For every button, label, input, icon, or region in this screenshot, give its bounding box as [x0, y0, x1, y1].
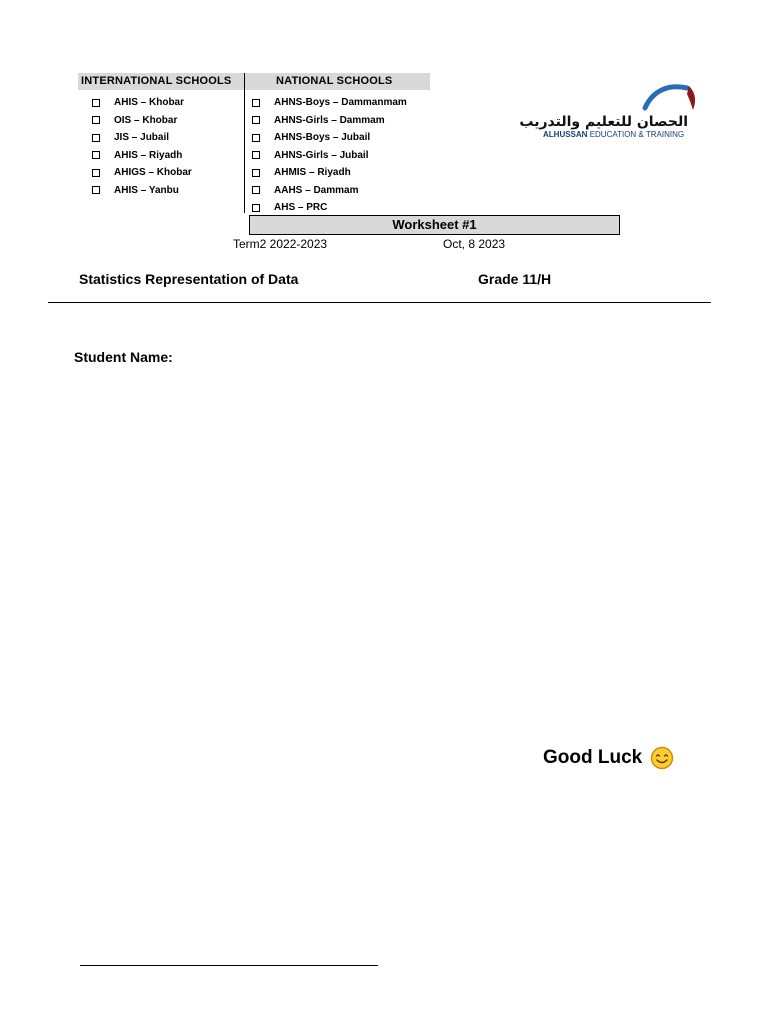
checkbox-icon[interactable] [92, 169, 100, 177]
school-option[interactable]: AHIS – Riyadh [92, 147, 192, 165]
subject-title: Statistics Representation of Data [79, 271, 299, 287]
international-schools-header: INTERNATIONAL SCHOOLS [78, 73, 247, 90]
national-schools-header: NATIONAL SCHOOLS [245, 73, 430, 90]
school-option[interactable]: AHIS – Yanbu [92, 182, 192, 200]
signature-line [80, 965, 378, 966]
logo-brand: ALHUSSAN [543, 130, 588, 139]
checkbox-icon[interactable] [252, 99, 260, 107]
column-divider [244, 73, 245, 213]
school-option[interactable]: AHIS – Khobar [92, 94, 192, 112]
school-selection-table [78, 73, 430, 213]
checkbox-icon[interactable] [92, 186, 100, 194]
checkbox-icon[interactable] [252, 151, 260, 159]
checkbox-icon[interactable] [92, 151, 100, 159]
checkbox-icon[interactable] [92, 116, 100, 124]
school-option[interactable]: AAHS – Dammam [252, 182, 407, 200]
checkbox-icon[interactable] [92, 99, 100, 107]
checkbox-icon[interactable] [252, 116, 260, 124]
checkbox-icon[interactable] [252, 204, 260, 212]
school-option[interactable]: AHNS-Girls – Dammam [252, 112, 407, 130]
good-luck-text: Good Luck [543, 747, 643, 768]
smiling-face-icon [650, 746, 674, 770]
school-option[interactable]: AHNS-Boys – Jubail [252, 129, 407, 147]
school-option[interactable]: AHIGS – Khobar [92, 164, 192, 182]
school-option[interactable]: AHNS-Boys – Dammanmam [252, 94, 407, 112]
school-option[interactable]: JIS – Jubail [92, 129, 192, 147]
good-luck-message [543, 746, 674, 770]
checkbox-icon[interactable] [252, 169, 260, 177]
term-label: Term2 2022-2023 [233, 237, 328, 251]
school-option[interactable]: AHMIS – Riyadh [252, 164, 407, 182]
logo-tagline: EDUCATION & TRAINING [589, 130, 685, 139]
school-option[interactable]: OIS – Khobar [92, 112, 192, 130]
national-schools-list [252, 94, 407, 217]
checkbox-icon[interactable] [252, 186, 260, 194]
school-option[interactable]: AHNS-Girls – Jubail [252, 147, 407, 165]
school-option[interactable]: AHS – PRC [252, 199, 407, 217]
date-label: Oct, 8 2023 [443, 237, 506, 251]
logo-english-text [543, 130, 684, 139]
alhussan-logo [519, 82, 701, 142]
grade-label: Grade 11/H [478, 271, 552, 287]
horse-arc-icon [541, 82, 701, 118]
checkbox-icon[interactable] [92, 134, 100, 142]
logo-arabic-text: الحصان للتعليم والتدريب [519, 114, 688, 130]
header-divider [48, 302, 711, 303]
worksheet-title: Worksheet #1 [249, 215, 620, 235]
international-schools-list [92, 94, 192, 199]
checkbox-icon[interactable] [252, 134, 260, 142]
student-name-label: Student Name: [74, 349, 173, 365]
